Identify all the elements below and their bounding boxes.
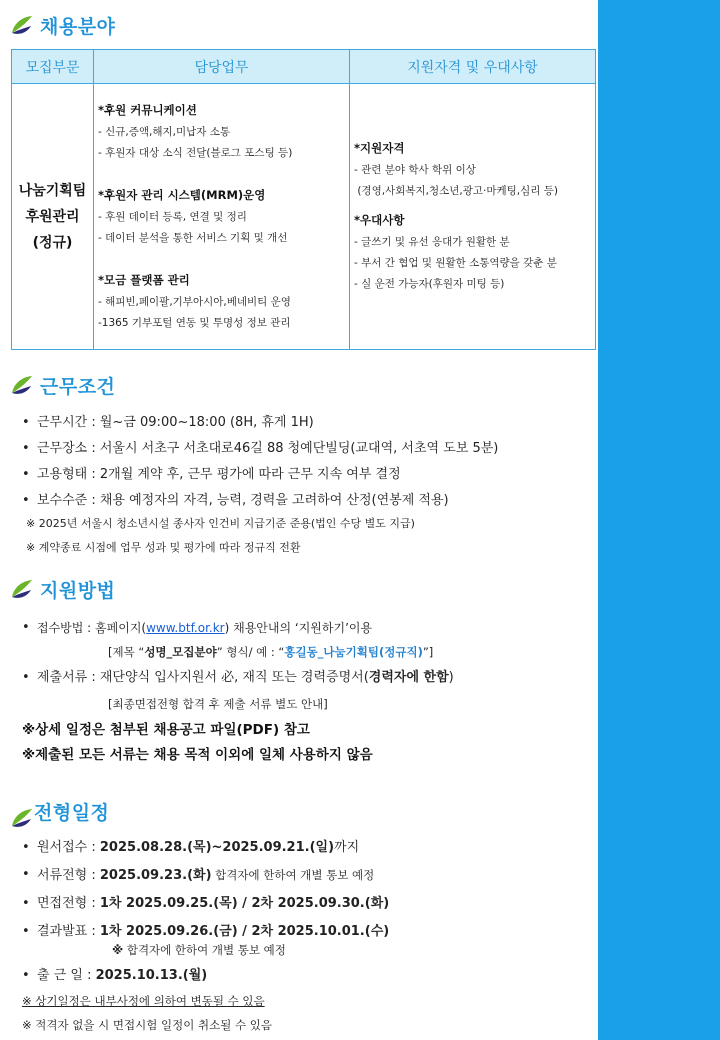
work-item: • 근무시간 : 월~금 09:00~18:00 (8H, 휴게 1H) — [22, 410, 592, 436]
qual-title: *우대사항 — [354, 213, 405, 227]
duty-title: *후원 커뮤니케이션 — [98, 102, 197, 117]
duty-title: *후원자 관리 시스템(MRM)운영 — [98, 187, 266, 202]
schedule-item: • 면접전형 : 1차 2025.09.25.(목) / 2차 2025.09.30.(화) — [22, 890, 592, 918]
leaf-icon — [10, 373, 34, 397]
schedule-item: • 원서접수 : 2025.08.28.(목)~2025.09.21.(일)까지 — [22, 835, 592, 861]
work-item: • 보수수준 : 채용 예정자의 자격, 능력, 경력을 고려하여 산정(연봉제 적용) — [22, 488, 592, 514]
duty-item: - 후원 데이터 등록, 연결 및 정리 — [98, 210, 247, 223]
section-title-recruit — [10, 10, 115, 40]
header-duty: 담당업무 — [94, 50, 350, 84]
homepage-link[interactable]: www.btf.or.kr — [146, 621, 225, 635]
schedule-list-2 — [22, 964, 592, 988]
duty-item: - 신규,증액,해지,미납자 소통 — [98, 125, 231, 138]
apply-documents-note: [최종면접전형 합격 후 제출 서류 별도 안내] — [108, 697, 328, 711]
apply-method: • 접수방법 : 홈페이지(www.btf.or.kr) 채용안내의 ‘지원하기’이용 — [22, 618, 592, 638]
apply-title-format: [제목 “성명_모집분야” 형식/ 예 : “홍길동_나눔기획팀(정규직)”] — [108, 645, 434, 659]
apply-list-2 — [22, 668, 592, 688]
recruit-table — [11, 49, 596, 350]
section-title-text: 지원방법 — [40, 579, 116, 602]
qual-item: - 글쓰기 및 유선 응대가 원활한 분 — [354, 236, 510, 248]
work-conditions-list — [22, 410, 592, 514]
leaf-icon — [10, 13, 34, 37]
duty-title: *모금 플랫폼 관리 — [98, 272, 190, 287]
section-title-apply — [10, 574, 115, 604]
work-note: ※ 계약종료 시점에 업무 성과 및 평가에 따라 정규직 전환 — [26, 541, 301, 554]
apply-notice: ※상세 일정은 첨부된 채용공고 파일(PDF) 참고 — [22, 722, 310, 738]
duty-item: - 데이터 분석을 통한 서비스 기획 및 개선 — [98, 231, 288, 244]
duty-item: -1365 기부포털 연동 및 투명성 정보 관리 — [98, 316, 291, 329]
section-title-text: 전형일정 — [34, 801, 110, 824]
schedule-note: ※ 적격자 없을 시 면접시험 일정이 취소될 수 있음 — [22, 1018, 272, 1032]
qualification-cell — [350, 84, 596, 350]
apply-notice: ※제출된 모든 서류는 채용 목적 이외에 일체 사용하지 않음 — [22, 747, 373, 763]
schedule-result-note: ※ 합격자에 한하여 개별 통보 예정 — [112, 943, 286, 957]
duty-item: - 해피빈,페이팔,기부아시아,베네비티 운영 — [98, 295, 291, 308]
schedule-item: • 출 근 일 : 2025.10.13.(월) — [22, 964, 592, 988]
apply-documents: • 제출서류 : 재단양식 입사지원서 必, 재직 또는 경력증명서(경력자에 한함) — [22, 668, 592, 688]
work-item: • 고용형태 : 2개월 계약 후, 근무 평가에 따라 근무 지속 여부 결정 — [22, 462, 592, 488]
right-accent-bar — [598, 0, 720, 1040]
section-title-text: 근무조건 — [40, 375, 116, 398]
dept-part: 후원관리 — [25, 208, 80, 225]
schedule-item: • 결과발표 : 1차 2025.09.26.(금) / 2차 2025.10.01.(수) — [22, 918, 592, 946]
section-title-schedule — [10, 796, 109, 826]
header-dept: 모집부문 — [12, 50, 94, 84]
qual-title: *지원자격 — [354, 141, 405, 155]
leaf-icon — [10, 577, 34, 601]
dept-cell — [12, 84, 94, 350]
duty-item: - 후원자 대상 소식 전달(블로그 포스팅 등) — [98, 146, 293, 159]
qual-item: - 실 운전 가능자(후원자 미팅 등) — [354, 278, 505, 290]
schedule-list — [22, 835, 592, 946]
schedule-item: • 서류전형 : 2025.09.23.(화) 합격자에 한하여 개별 통보 예정 — [22, 861, 592, 890]
qual-item: - 관련 분야 학사 학위 이상 — [354, 164, 476, 176]
schedule-note: ※ 상기일정은 내부사정에 의하여 변동될 수 있음 — [22, 994, 265, 1008]
section-title-work — [10, 370, 115, 400]
header-qualification: 지원자격 및 우대사항 — [350, 50, 596, 84]
qual-item: - 부서 간 협업 및 원활한 소통역량을 갖춘 분 — [354, 257, 557, 269]
work-note: ※ 2025년 서울시 청소년시설 종사자 인건비 지급기준 준용(법인 수당 별도 지급) — [26, 517, 415, 530]
work-item: • 근무장소 : 서울시 서초구 서초대로46길 88 청예단빌딩(교대역, 서초역 도보 5분) — [22, 436, 592, 462]
qual-item: (경영,사회복지,청소년,광고·마케팅,심리 등) — [354, 185, 558, 197]
apply-list — [22, 618, 592, 638]
section-title-text: 채용분야 — [40, 15, 116, 38]
leaf-icon — [10, 806, 34, 830]
duty-cell — [94, 84, 350, 350]
dept-team: 나눔기획팀 — [18, 182, 87, 199]
dept-type: (정규) — [32, 234, 73, 251]
